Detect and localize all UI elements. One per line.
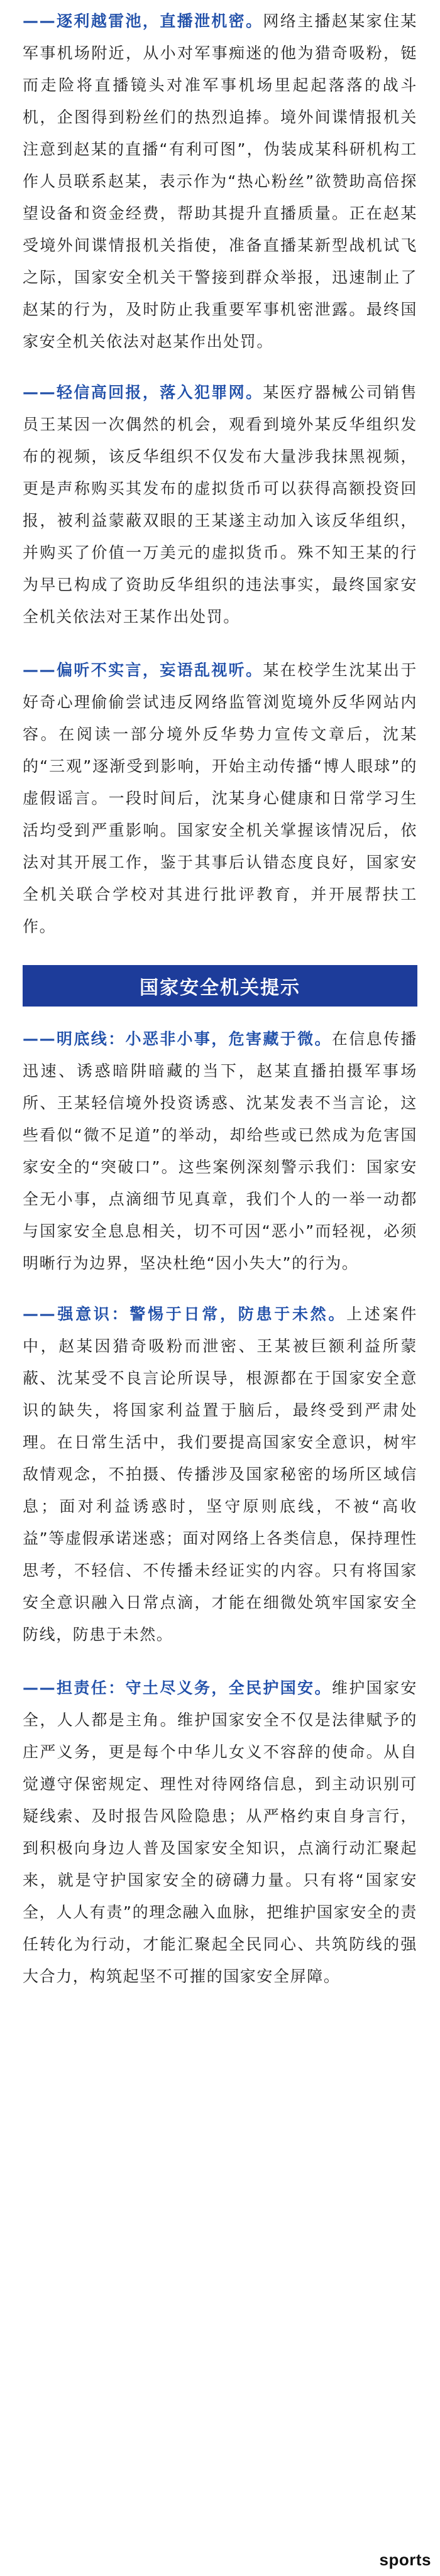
case-paragraph-2 <box>23 376 417 633</box>
case-heading-1: ——逐利越雷池，直播泄机密。 <box>23 12 263 30</box>
section-banner: 国家安全机关提示 <box>23 965 417 1007</box>
case-body-2: 某医疗器械公司销售员王某因一次偶然的机会，观看到境外某反华组织发布的视频，该反华组织不仅发布大量涉我抹黑视频，更是声称购买其发布的虚拟货币可以获得高额投资回报，被利益蒙蔽双眼的王某遂主动加入该反华组织，并购买了价值一万美元的虚拟货币。殊不知王某的行为早已构成了资助反华组织的违法事实，最终国家安全机关依法对王某作出处罚。 <box>23 383 417 626</box>
case-body-1: 网络主播赵某家住某军事机场附近，从小对军事痴迷的他为猎奇吸粉，铤而走险将直播镜头对准军事机场里起起落落的战斗机，企图得到粉丝们的热烈追捧。境外间谍情报机关注意到赵某的直播“有利可图”，伪装成某科研机构工作人员联系赵某，表示作为“热心粉丝”欲赞助高倍探望设备和资金经费，帮助其提升直播质量。正在赵某受境外间谍情报机关指使，准备直播某新型战机试飞之际，国家安全机关干警接到群众举报，迅速制止了赵某的行为，及时防止我重要军事机密泄露。最终国家安全机关依法对赵某作出处罚。 <box>23 12 417 351</box>
case-heading-3: ——偏听不实言，妄语乱视听。 <box>23 661 263 679</box>
case-paragraph-1 <box>23 5 417 357</box>
tip-body-2: 上述案件中，赵某因猎奇吸粉而泄密、王某被巨额利益所蒙蔽、沈某受不良言论所误导，根源都在于国家安全意识的缺失，将国家利益置于脑后，最终受到严肃处理。在日常生活中，我们要提高国家安全意识，树牢敌情观念，不拍摄、传播涉及国家秘密的场所区域信息；面对利益诱惑时，坚守原则底线，不被“高收益”等虚假承诺迷惑；面对网络上各类信息，保持理性思考，不轻信、不传播未经证实的内容。只有将国家安全意识融入日常点滴，才能在细微处筑牢国家安全防线，防患于未然。 <box>23 1305 417 1644</box>
tip-heading-3: ——担责任：守土尽义务，全民护国安。 <box>23 1679 332 1697</box>
tip-heading-2: ——强意识：警惕于日常，防患于未然。 <box>23 1305 347 1323</box>
watermark-logo: sports <box>379 2550 431 2569</box>
tip-body-1: 在信息传播迅速、诱惑暗阱暗藏的当下，赵某直播拍摄军事场所、王某轻信境外投资诱惑、沈某发表不当言论，这些看似“微不足道”的举动，却给些或已然成为危害国家安全的“突破口”。这些案例深刻警示我们：国家安全无小事，点滴细节见真章，我们个人的一举一动都与国家安全息息相关，切不可因“恶小”而轻视，必须明晰行为边界，坚决杜绝“因小失大”的行为。 <box>23 1030 417 1272</box>
case-body-3: 某在校学生沈某出于好奇心理偷偷尝试违反网络监管浏览境外反华网站内容。在阅读一部分境外反华势力宣传文章后，沈某的“三观”逐渐受到影响，开始主动传播“博人眼球”的虚假谣言。一段时间后，沈某身心健康和日常学习生活均受到严重影响。国家安全机关掌握该情况后，依法对其开展工作，鉴于其事后认错态度良好，国家安全机关联合学校对其进行批评教育，并开展帮扶工作。 <box>23 661 417 936</box>
tip-paragraph-3 <box>23 1672 417 1992</box>
tip-paragraph-1 <box>23 1023 417 1279</box>
case-paragraph-3 <box>23 654 417 942</box>
case-heading-2: ——轻信高回报，落入犯罪网。 <box>23 383 263 401</box>
tip-paragraph-2 <box>23 1298 417 1651</box>
tip-body-3: 维护国家安全，人人都是主角。维护国家安全不仅是法律赋予的庄严义务，更是每个中华儿女义不容辞的使命。从自觉遵守保密规定、理性对待网络信息，到主动识别可疑线索、及时报告风险隐患；从严格约束自身言行，到积极向身边人普及国家安全知识，点滴行动汇聚起来，就是守护国家安全的磅礴力量。只有将“国家安全，人人有责”的理念融入血脉，把维护国家安全的责任转化为行动，才能汇聚起全民同心、共筑防线的强大合力，构筑起坚不可摧的国家安全屏障。 <box>23 1679 417 1985</box>
tip-heading-1: ——明底线：小恶非小事，危害藏于微。 <box>23 1030 332 1048</box>
